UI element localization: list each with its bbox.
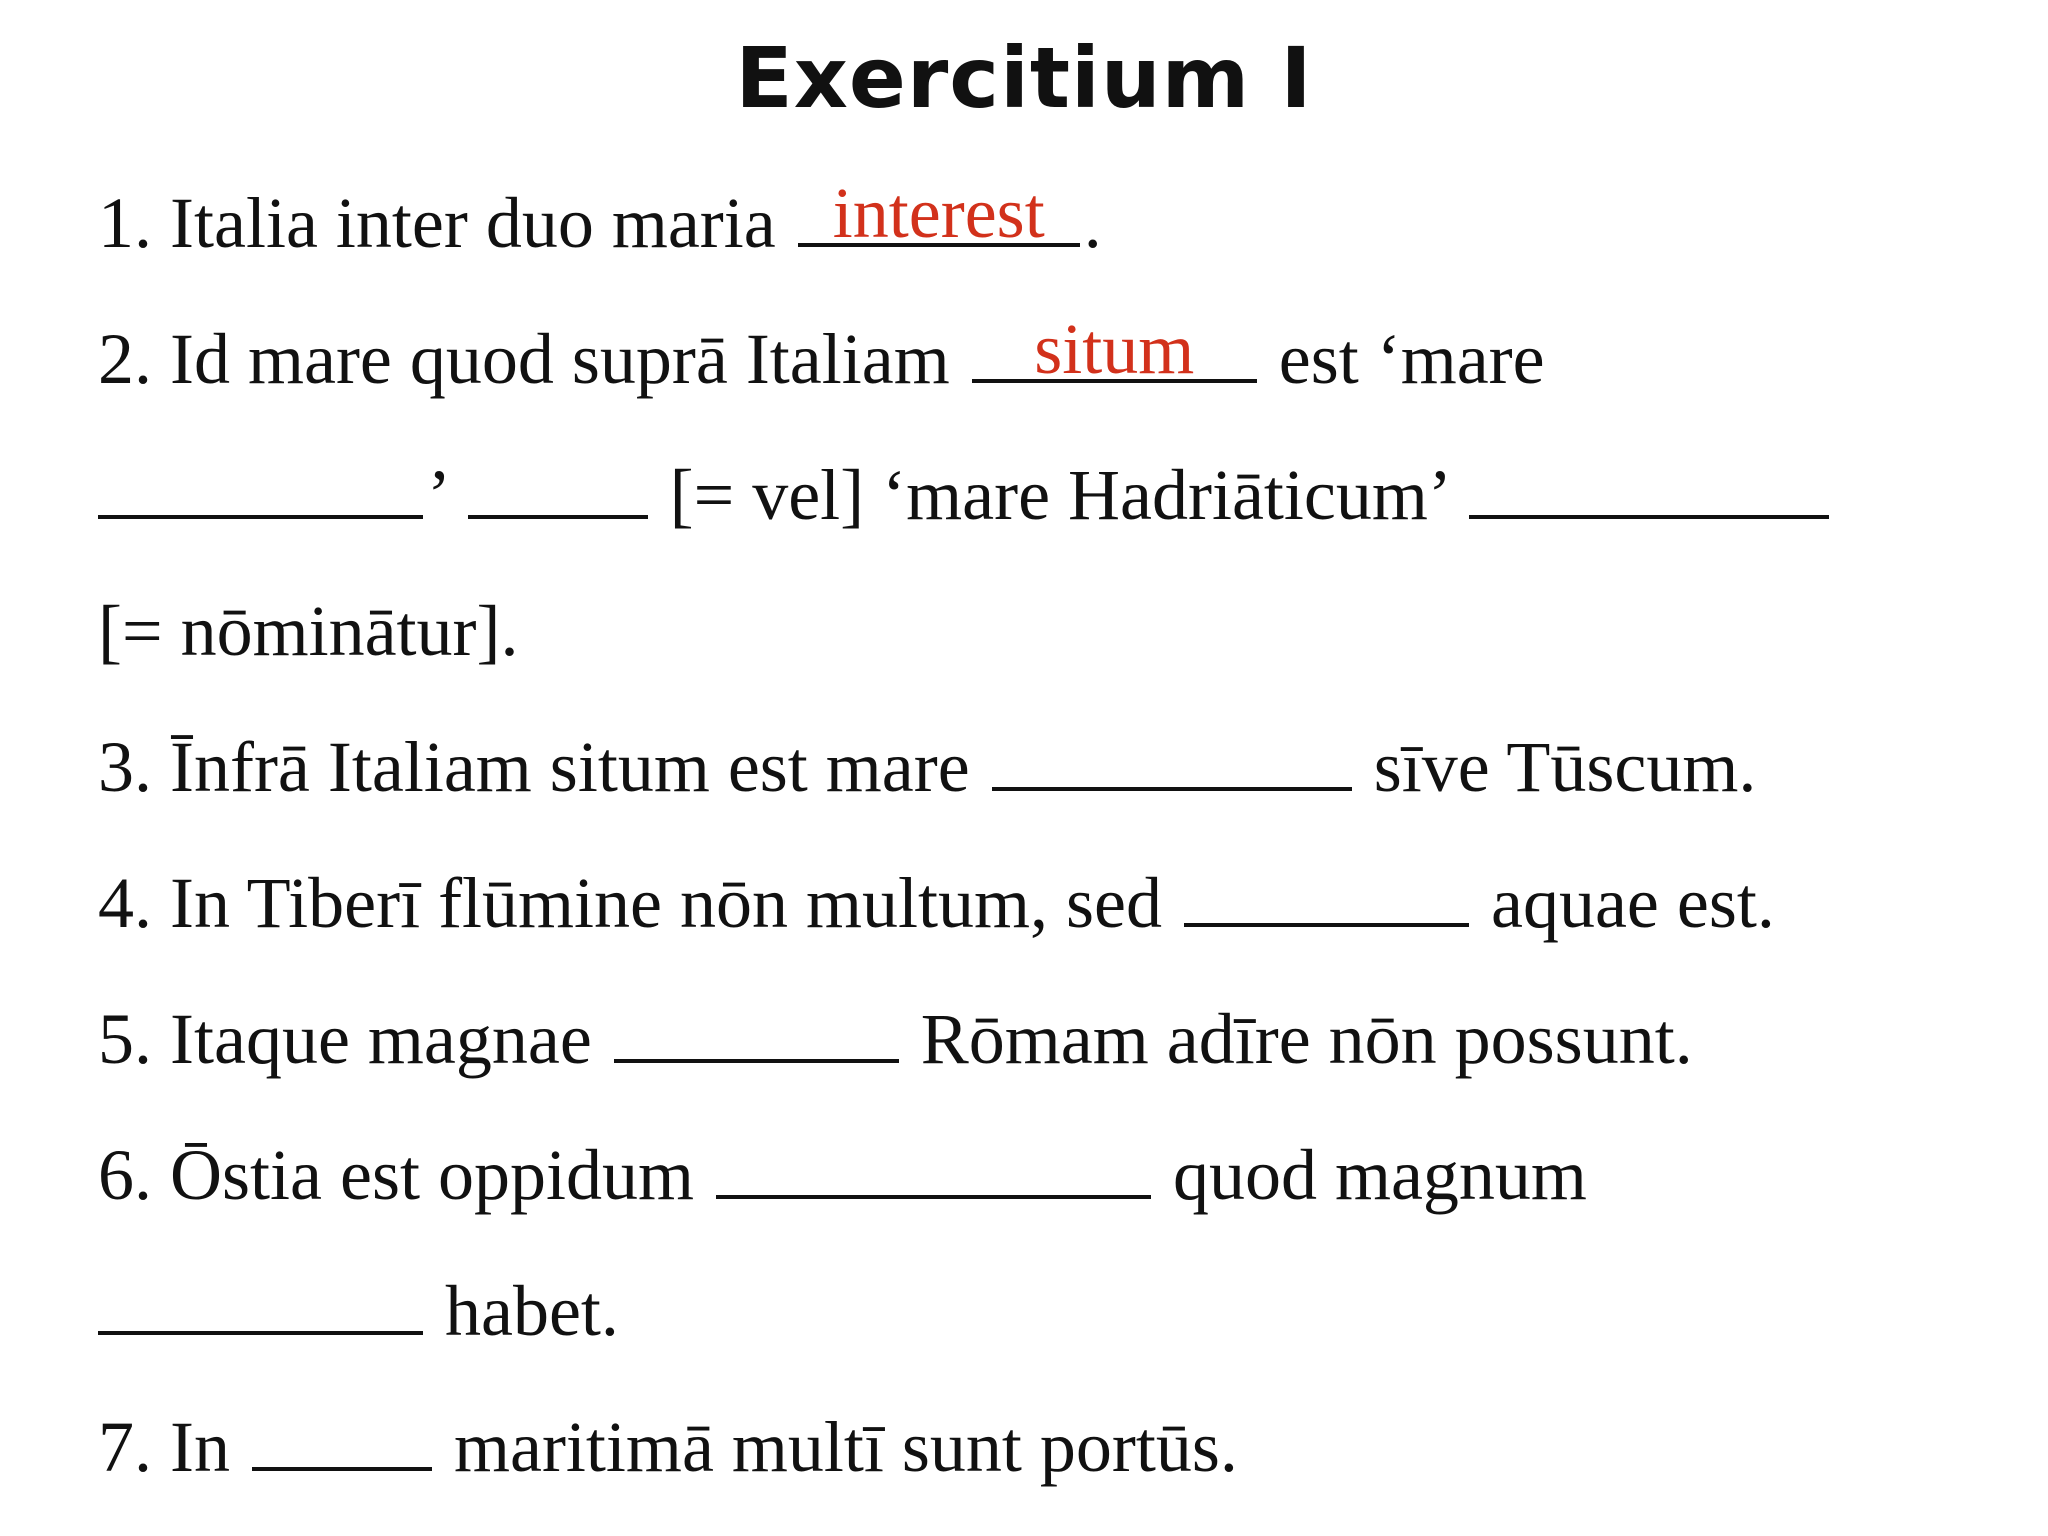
exercise-line-4 — [98, 858, 1775, 948]
exercise-line-6 — [98, 1130, 1587, 1220]
line-7-end: maritimā multī sunt portūs. — [435, 1407, 1238, 1487]
line-6-end: quod magnum — [1154, 1135, 1587, 1215]
answer-blank-7[interactable] — [1184, 865, 1469, 927]
line-6b-end: habet. — [427, 1271, 619, 1351]
line-6-text: 6. Ōstia est oppidum — [98, 1135, 712, 1215]
answer-blank-9[interactable] — [716, 1137, 1151, 1199]
exercise-line-2b — [98, 450, 1833, 540]
line-1-text: 1. Italia inter duo maria — [98, 183, 794, 263]
line-4-end: aquae est. — [1473, 863, 1775, 943]
line-5-text: 5. Itaque magnae — [98, 999, 610, 1079]
exercise-line-2 — [98, 309, 1545, 404]
answer-blank-6[interactable] — [992, 729, 1352, 791]
answer-blank-3[interactable] — [98, 457, 423, 519]
exercise-line-5 — [98, 994, 1693, 1084]
exercise-line-7 — [98, 1402, 1238, 1492]
line-2b-text-b: [= vel] ‘mare Hadriāticum’ — [651, 455, 1465, 535]
exercise-line-3 — [98, 722, 1756, 812]
line-3-end: sīve Tūscum. — [1355, 727, 1757, 807]
line-5-end: Rōmam adīre nōn possunt. — [902, 999, 1693, 1079]
answer-blank-2[interactable] — [972, 309, 1257, 389]
answer-blank-11[interactable] — [252, 1409, 432, 1471]
answer-blank-5[interactable] — [1469, 457, 1829, 519]
answer-text-2: situm — [1034, 309, 1195, 389]
line-3-text: 3. Īnfrā Italiam situm est mare — [98, 727, 988, 807]
answer-text-1: interest — [832, 173, 1045, 253]
answer-blank-8[interactable] — [614, 1001, 899, 1063]
answer-blank-4[interactable] — [468, 457, 648, 519]
exercise-line-6b — [98, 1266, 619, 1356]
line-2c-text: [= nōminātur]. — [98, 591, 519, 671]
answer-blank-10[interactable] — [98, 1273, 423, 1335]
line-2-text: 2. Id mare quod suprā Italiam — [98, 319, 968, 399]
exercise-line-1 — [98, 173, 1102, 268]
line-7-text: 7. In — [98, 1407, 248, 1487]
line-2-end: est ‘mare — [1260, 319, 1545, 399]
line-2b-text-a: ’ — [427, 455, 464, 535]
line-1-end: . — [1083, 183, 1102, 263]
answer-blank-1[interactable] — [798, 173, 1080, 253]
exercise-line-2c — [98, 586, 519, 676]
page-title: Exercitium I — [735, 29, 1313, 127]
line-4-text: 4. In Tiberī flūmine nōn multum, sed — [98, 863, 1181, 943]
